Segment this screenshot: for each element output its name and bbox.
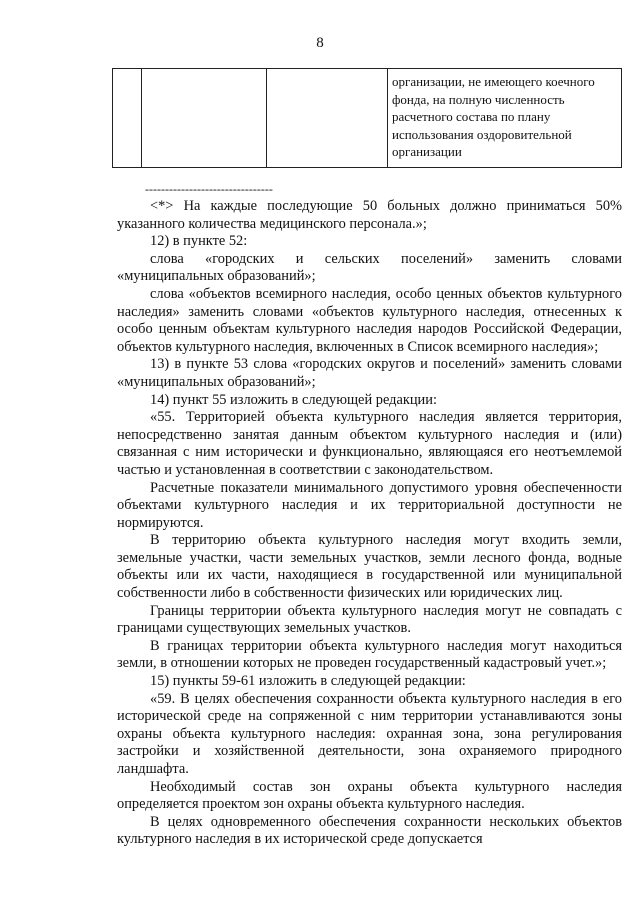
paragraph: Расчетные показатели минимального допустимого уровня обеспеченности объектами культурного наследия и их территориальной доступности не нормируются. xyxy=(117,479,622,531)
paragraph: «59. В целях обеспечения сохранности объекта культурного наследия в его исторической среде на сопряженной с ним территории устанавливаются зоны охраны объекта культурного наследия: охранная зона, зона регулирования застройки и хозяйственной деятельности, зона охраняемого природного ландшафта. xyxy=(117,690,622,777)
paragraph: 12) в пункте 52: xyxy=(150,233,248,250)
paragraph: 15) пункты 59-61 изложить в следующей редакции: xyxy=(150,673,466,690)
footnote-paragraph: <*> На каждые последующие 50 больных должно приниматься 50% указанного количества медицинского персонала.»; xyxy=(117,198,622,232)
paragraph: 13) в пункте 53 слова «городских округов и поселений» заменить словами «муниципальных образований»; xyxy=(117,356,622,390)
paragraph: В границах территории объекта культурного наследия могут находиться земли, в отношении которых не проведен государственный кадастровый учет.»; xyxy=(117,637,622,672)
table-cell-2 xyxy=(142,69,267,168)
table-cell-3 xyxy=(267,69,388,168)
continuation-table xyxy=(112,68,622,168)
document-body xyxy=(117,198,622,849)
paragraph: слова «объектов всемирного наследия, особо ценных объектов культурного наследия» заменить словами «объектов культурного наследия, отнесенных к особо ценным объектам культурного наследия народов Российской Федерации, объектов культурного наследия, включенных в Список всемирного наследия»; xyxy=(117,285,622,355)
paragraph: 14) пункт 55 изложить в следующей редакции: xyxy=(150,391,437,408)
paragraph: слова «городских и сельских поселений» заменить словами «муниципальных образований»; xyxy=(117,250,622,285)
paragraph: В территорию объекта культурного наследия могут входить земли, земельные участки, части земельных участков, земли лесного фонда, водные объекты или их части, находящиеся в государственной или муниципальной собственности либо в собственности физических или юридических лиц. xyxy=(117,532,622,602)
paragraph: Границы территории объекта культурного наследия могут не совпадать с границами существующих земельных участков. xyxy=(117,602,622,637)
table-row xyxy=(113,69,622,168)
page-number: 8 xyxy=(316,35,324,51)
table-cell-1 xyxy=(113,69,142,168)
table-cell-text: организации, не имеющего коечного фонда, на полную численность расчетного состава по плану использования оздоровительной организации xyxy=(388,69,622,168)
footnote-rule: -------------------------------- xyxy=(145,182,273,196)
paragraph: Необходимый состав зон охраны объекта культурного наследия определяется проектом зон охраны объекта культурного наследия. xyxy=(117,778,622,813)
paragraph: «55. Территорией объекта культурного наследия является территория, непосредственно занятая данным объектом культурного наследия и (или) связанная с ним исторически и функционально, являющаяся его неотъемлемой частью и установленная в соответствии с законодательством. xyxy=(117,409,622,478)
paragraph: В целях одновременного обеспечения сохранности нескольких объектов культурного наследия в их исторической среде допускается xyxy=(117,813,622,848)
